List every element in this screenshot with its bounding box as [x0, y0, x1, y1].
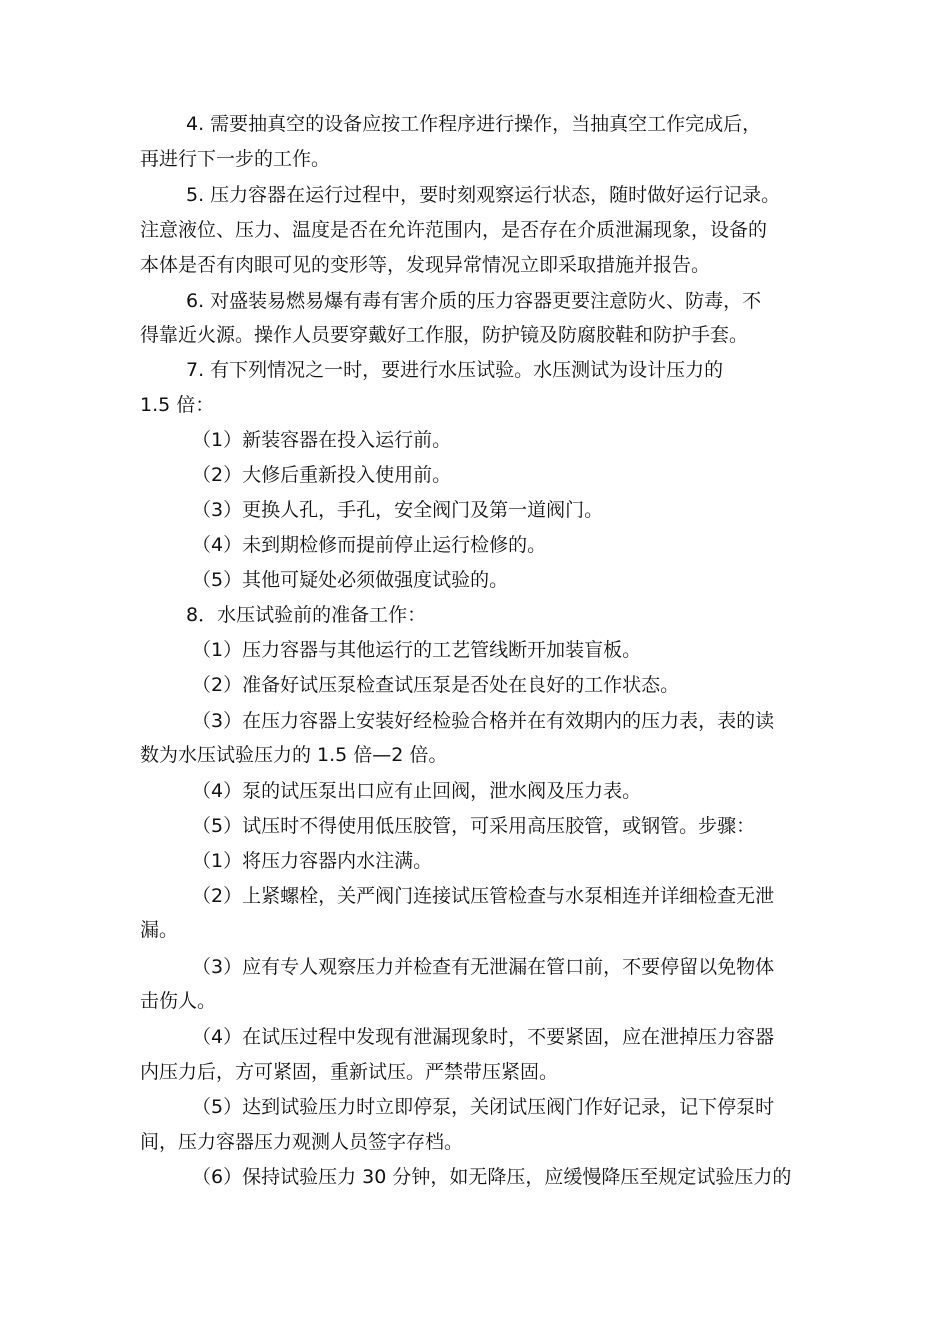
- item-7-line-2: 1.5 倍：: [140, 394, 215, 416]
- subitem-line: （2）准备好试压泵检查试压泵是否处在良好的工作状态。: [192, 674, 680, 696]
- text-line: [0, 668, 950, 702]
- step-line: （3）应有专人观察压力并检查有无泄漏在管口前，不要停留以免物体: [192, 956, 775, 978]
- step-continuation: 间，压力容器压力观测人员签字存档。: [140, 1131, 464, 1153]
- text-line: [0, 318, 950, 352]
- text-line: [0, 809, 950, 843]
- item-4-line-2: 再进行下一步的工作。: [140, 148, 331, 170]
- text-line: [0, 844, 950, 878]
- subitem-line: （5）其他可疑处必须做强度试验的。: [192, 569, 509, 591]
- text-line: [0, 528, 950, 562]
- text-line: [0, 142, 950, 176]
- text-line: [0, 879, 950, 913]
- text-line: [0, 458, 950, 492]
- step-line: （5）达到试验压力时立即停泵，关闭试压阀门作好记录，记下停泵时: [192, 1096, 775, 1118]
- text-line: [0, 1125, 950, 1159]
- subitem-line: （3）更换人孔，手孔，安全阀门及第一道阀门。: [192, 499, 604, 521]
- item-5-line-3: 本体是否有肉眼可见的变形等，发现异常情况立即采取措施并报告。: [140, 254, 711, 276]
- text-line: [0, 213, 950, 247]
- subitem-line: （2）大修后重新投入使用前。: [192, 464, 452, 486]
- text-line: [0, 1055, 950, 1089]
- text-line: [0, 704, 950, 738]
- subitem-continuation: 数为水压试验压力的 1.5 倍—2 倍。: [140, 744, 448, 766]
- text-line: [0, 1090, 950, 1124]
- text-line: [0, 493, 950, 527]
- step-line: （4）在试压过程中发现有泄漏现象时，不要紧固，应在泄掉压力容器: [192, 1026, 775, 1048]
- subitem-line: （5）试压时不得使用低压胶管，可采用高压胶管，或钢管。步骤：: [192, 815, 756, 837]
- text-line: [0, 423, 950, 457]
- text-line: [0, 950, 950, 984]
- item-6-line-2: 得靠近火源。操作人员要穿戴好工作服，防护镜及防腐胶鞋和防护手套。: [140, 324, 749, 346]
- subitem-line: （3）在压力容器上安装好经检验合格并在有效期内的压力表，表的读: [192, 710, 775, 732]
- text-line: [0, 388, 950, 422]
- item-4-line-1: 4. 需要抽真空的设备应按工作程序进行操作，当抽真空工作完成后，: [186, 113, 762, 135]
- step-continuation: 漏。: [140, 919, 179, 941]
- text-line: [0, 774, 950, 808]
- text-line: [0, 598, 950, 632]
- text-line: [0, 353, 950, 387]
- item-5-line-2: 注意液位、压力、温度是否在允许范围内，是否存在介质泄漏现象，设备的: [140, 219, 768, 241]
- text-line: [0, 633, 950, 667]
- item-7-line-1: 7. 有下列情况之一时，要进行水压试验。水压测试为设计压力的: [186, 359, 724, 381]
- text-line: [0, 248, 950, 282]
- text-line: [0, 984, 950, 1018]
- text-line: [0, 284, 950, 318]
- subitem-line: （4）泵的试压泵出口应有止回阀，泄水阀及压力表。: [192, 780, 642, 802]
- text-line: [0, 178, 950, 212]
- item-5-line-1: 5. 压力容器在运行过程中，要时刻观察运行状态，随时做好运行记录。: [186, 184, 781, 206]
- text-line: [0, 107, 950, 141]
- text-line: [0, 1020, 950, 1054]
- item-8-heading: 8．水压试验前的准备工作：: [186, 604, 427, 626]
- step-line: （2）上紧螺栓，关严阀门连接试压管检查与水泵相连并详细检查无泄: [192, 885, 775, 907]
- subitem-line: （1）压力容器与其他运行的工艺管线断开加装盲板。: [192, 639, 642, 661]
- text-line: [0, 563, 950, 597]
- subitem-line: （1）新装容器在投入运行前。: [192, 429, 452, 451]
- text-line: [0, 913, 950, 947]
- text-line: [0, 738, 950, 772]
- step-line: （1）将压力容器内水注满。: [192, 850, 433, 872]
- step-continuation: 内压力后，方可紧固，重新试压。严禁带压紧固。: [140, 1061, 559, 1083]
- subitem-line: （4）未到期检修而提前停止运行检修的。: [192, 534, 547, 556]
- step-line: （6）保持试验压力 30 分钟，如无降压，应缓慢降压至规定试验压力的: [192, 1166, 792, 1188]
- text-line: [0, 1160, 950, 1194]
- step-continuation: 击伤人。: [140, 990, 217, 1012]
- item-6-line-1: 6. 对盛装易燃易爆有毒有害介质的压力容器更要注意防火、防毒，不: [186, 290, 762, 312]
